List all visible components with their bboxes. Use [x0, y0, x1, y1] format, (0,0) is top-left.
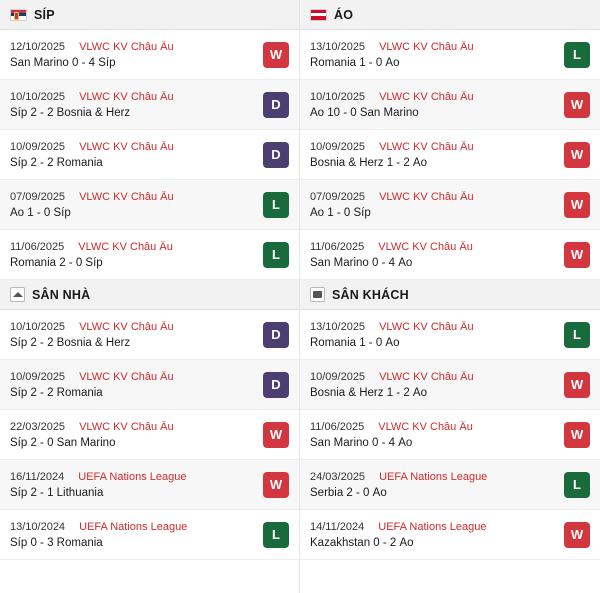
match-competition[interactable]: VLWC KV Châu Âu [379, 140, 474, 153]
result-badge: W [564, 422, 590, 448]
match-competition[interactable]: VLWC KV Châu Âu [379, 40, 474, 53]
match-date: 11/06/2025 [310, 420, 365, 433]
match-date: 13/10/2024 [10, 520, 66, 533]
match-score: Bosnia & Herz 1 - 2 Áo [310, 386, 427, 399]
match-score: Romania 2 - 0 Síp [10, 256, 103, 269]
match-info [10, 371, 255, 399]
match-score: Serbia 2 - 0 Áo [310, 486, 387, 499]
result-badge: L [263, 242, 289, 268]
match-info [10, 421, 255, 449]
match-competition[interactable]: VLWC KV Châu Âu [379, 190, 474, 203]
match-info [310, 371, 556, 399]
match-competition[interactable]: UEFA Nations League [378, 520, 487, 533]
match-row[interactable] [0, 310, 299, 360]
result-badge: D [263, 372, 289, 398]
match-date: 14/11/2024 [310, 520, 365, 533]
section-title: SÍP [34, 7, 55, 22]
match-score: Síp 0 - 3 Romania [10, 536, 103, 549]
section-header-san-khach [300, 280, 600, 310]
match-row[interactable] [0, 30, 299, 80]
result-badge: W [564, 242, 590, 268]
home-icon [10, 287, 25, 302]
result-badge: W [564, 372, 590, 398]
match-info [310, 321, 556, 349]
match-score: Síp 2 - 2 Bosnia & Herz [10, 106, 131, 119]
match-competition[interactable]: VLWC KV Châu Âu [379, 90, 474, 103]
match-competition[interactable]: VLWC KV Châu Âu [379, 320, 474, 333]
result-badge: W [263, 42, 289, 68]
match-score: Síp 2 - 2 Bosnia & Herz [10, 336, 131, 349]
flag-serbia-icon [10, 9, 27, 21]
match-row[interactable] [300, 230, 600, 280]
match-row[interactable] [300, 460, 600, 510]
match-score: Áo 10 - 0 San Marino [310, 106, 419, 119]
match-date: 10/10/2025 [310, 90, 366, 103]
match-info [10, 471, 255, 499]
match-competition[interactable]: VLWC KV Châu Âu [79, 140, 174, 153]
match-score: Síp 2 - 2 Romania [10, 156, 103, 169]
flag-austria-icon [310, 9, 327, 21]
match-competition[interactable]: VLWC KV Châu Âu [79, 190, 174, 203]
match-row[interactable] [300, 180, 600, 230]
match-info [10, 91, 255, 119]
section-header-sip-overall [0, 0, 299, 30]
result-badge: L [564, 472, 590, 498]
match-info [310, 41, 556, 69]
match-competition[interactable]: VLWC KV Châu Âu [79, 90, 174, 103]
result-badge: W [564, 92, 590, 118]
match-row[interactable] [300, 130, 600, 180]
match-score: Síp 2 - 0 San Marino [10, 436, 116, 449]
match-row[interactable] [0, 510, 299, 560]
match-info [10, 521, 255, 549]
match-competition[interactable]: VLWC KV Châu Âu [79, 370, 174, 383]
match-row[interactable] [0, 410, 299, 460]
match-date: 10/09/2025 [10, 140, 66, 153]
match-date: 11/06/2025 [310, 240, 365, 253]
result-badge: L [263, 192, 289, 218]
match-info [10, 141, 255, 169]
result-badge: W [564, 522, 590, 548]
match-competition[interactable]: VLWC KV Châu Âu [79, 40, 174, 53]
match-competition[interactable]: UEFA Nations League [379, 470, 488, 483]
result-badge: W [564, 192, 590, 218]
match-competition[interactable]: VLWC KV Châu Âu [78, 240, 173, 253]
match-row[interactable] [300, 510, 600, 560]
match-row[interactable] [0, 360, 299, 410]
match-competition[interactable]: VLWC KV Châu Âu [379, 370, 474, 383]
match-competition[interactable]: UEFA Nations League [78, 470, 187, 483]
match-date: 10/10/2025 [10, 90, 66, 103]
match-score: San Marino 0 - 4 Áo [310, 256, 413, 269]
match-info [310, 191, 556, 219]
match-date: 10/09/2025 [310, 140, 366, 153]
match-row[interactable] [0, 130, 299, 180]
match-info [310, 141, 556, 169]
match-row[interactable] [300, 310, 600, 360]
match-date: 10/09/2025 [10, 370, 66, 383]
team-column-right [300, 0, 600, 593]
section-header-san-nha [0, 280, 299, 310]
result-badge: W [263, 422, 289, 448]
result-badge: D [263, 322, 289, 348]
match-info [310, 471, 556, 499]
match-score: San Marino 0 - 4 Áo [310, 436, 413, 449]
section-header-ao-overall [300, 0, 600, 30]
match-info [310, 521, 556, 549]
result-badge: L [564, 42, 590, 68]
match-competition[interactable]: VLWC KV Châu Âu [79, 420, 174, 433]
match-competition[interactable]: VLWC KV Châu Âu [378, 240, 473, 253]
match-info [310, 91, 556, 119]
match-info [10, 41, 255, 69]
result-badge: L [263, 522, 289, 548]
match-date: 13/10/2025 [310, 40, 366, 53]
match-date: 07/09/2025 [310, 190, 366, 203]
match-score: Romania 1 - 0 Áo [310, 56, 400, 69]
match-score: Síp 2 - 2 Romania [10, 386, 103, 399]
match-row[interactable] [300, 80, 600, 130]
match-score: Romania 1 - 0 Áo [310, 336, 400, 349]
match-date: 24/03/2025 [310, 470, 366, 483]
match-row[interactable] [0, 460, 299, 510]
match-info [10, 241, 255, 269]
result-badge: D [263, 142, 289, 168]
result-badge: W [263, 472, 289, 498]
match-date: 13/10/2025 [310, 320, 366, 333]
match-row[interactable] [0, 80, 299, 130]
match-date: 12/10/2025 [10, 40, 66, 53]
match-row[interactable] [300, 360, 600, 410]
match-info [10, 321, 255, 349]
match-date: 07/09/2025 [10, 190, 66, 203]
match-competition[interactable]: VLWC KV Châu Âu [378, 420, 473, 433]
match-score: Áo 1 - 0 Síp [10, 206, 71, 219]
match-date: 11/06/2025 [10, 240, 65, 253]
match-score: Síp 2 - 1 Lithuania [10, 486, 104, 499]
match-competition[interactable]: UEFA Nations League [79, 520, 188, 533]
match-info [310, 241, 556, 269]
match-row[interactable] [0, 180, 299, 230]
match-score: Bosnia & Herz 1 - 2 Áo [310, 156, 427, 169]
match-info [10, 191, 255, 219]
match-row[interactable] [300, 30, 600, 80]
section-title: ÁO [334, 7, 354, 22]
match-date: 10/10/2025 [10, 320, 66, 333]
match-date: 16/11/2024 [10, 470, 65, 483]
section-title: SÂN KHÁCH [332, 287, 409, 302]
match-competition[interactable]: VLWC KV Châu Âu [79, 320, 174, 333]
match-score: Áo 1 - 0 Síp [310, 206, 371, 219]
result-badge: D [263, 92, 289, 118]
match-row[interactable] [0, 230, 299, 280]
section-title: SÂN NHÀ [32, 287, 91, 302]
match-score: San Marino 0 - 4 Síp [10, 56, 116, 69]
match-date: 22/03/2025 [10, 420, 66, 433]
away-icon [310, 287, 325, 302]
match-score: Kazakhstan 0 - 2 Áo [310, 536, 414, 549]
match-row[interactable] [300, 410, 600, 460]
result-badge: W [564, 142, 590, 168]
match-info [310, 421, 556, 449]
match-date: 10/09/2025 [310, 370, 366, 383]
result-badge: L [564, 322, 590, 348]
